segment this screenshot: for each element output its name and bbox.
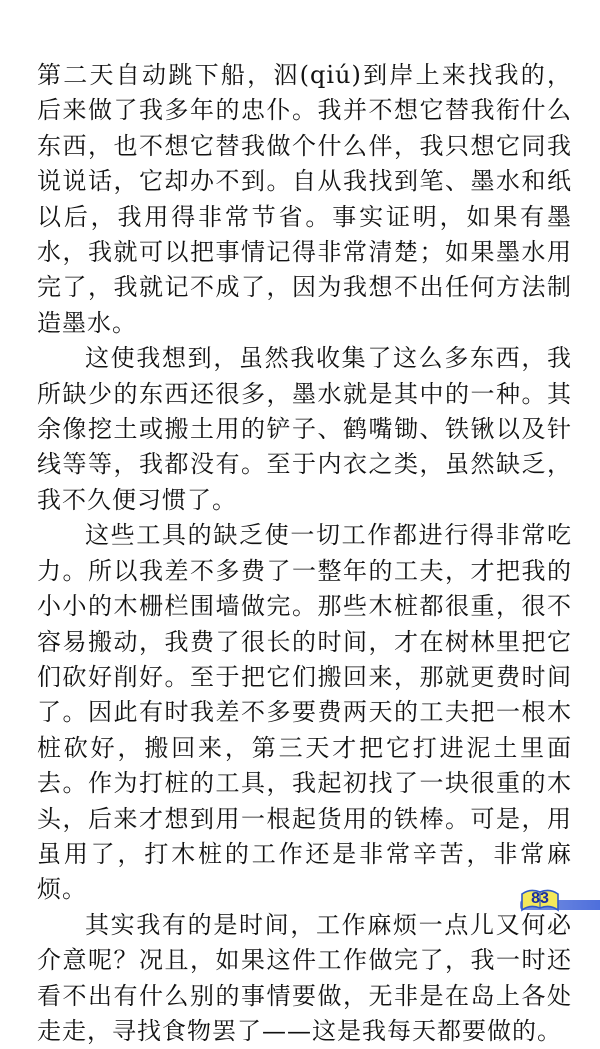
- paragraph: 这使我想到，虽然我收集了这么多东西，我所缺少的东西还很多，墨水就是其中的一种。其余像挖土或搬土用的铲子、鹤嘴锄、铁锹以及针线等等，我都没有。至于内衣之类，虽然缺乏，我不久便习惯了。: [37, 344, 572, 514]
- page-number-badge: [520, 884, 560, 914]
- page-number: 83: [531, 890, 549, 907]
- paragraph: 第二天自动跳下船，泅(qiú)到岸上来找我的，后来做了我多年的忠仆。我并不想它替我衔什么东西，也不想它替我做个什么伴，我只想它同我说说话，它却办不到。自从我找到笔、墨水和纸以后，我用得非常节省。事实证明，如果有墨水，我就可以把事情记得非常清楚；如果墨水用完了，我就记不成了，因为我想不出任何方法制造墨水。: [37, 61, 572, 337]
- paragraph: 其实我有的是时间，工作麻烦一点儿又何必介意呢？况且，如果这件工作做完了，我一时还看不出有什么别的事情要做，无非是在岛上各处走走，寻找食物罢了——这是我每天都要做的。: [37, 910, 572, 1045]
- body-text: [37, 58, 572, 1049]
- paragraph: 这些工具的缺乏使一切工作都进行得非常吃力。所以我差不多费了一整年的工夫，才把我的小小的木栅栏围墙做完。那些木桩都很重，很不容易搬动，我费了很长的时间，才在树林里把它们砍好削好。至于把它们搬回来，那就更费时间了。因此有时我差不多要费两天的工夫把一根木桩砍好，搬回来，第三天才把它打进泥土里面去。作为打桩的工具，我起初找了一块很重的木头，后来才想到用一根起货用的铁棒。可是，用虽用了，打木桩的工作还是非常辛苦，非常麻烦。: [37, 521, 572, 904]
